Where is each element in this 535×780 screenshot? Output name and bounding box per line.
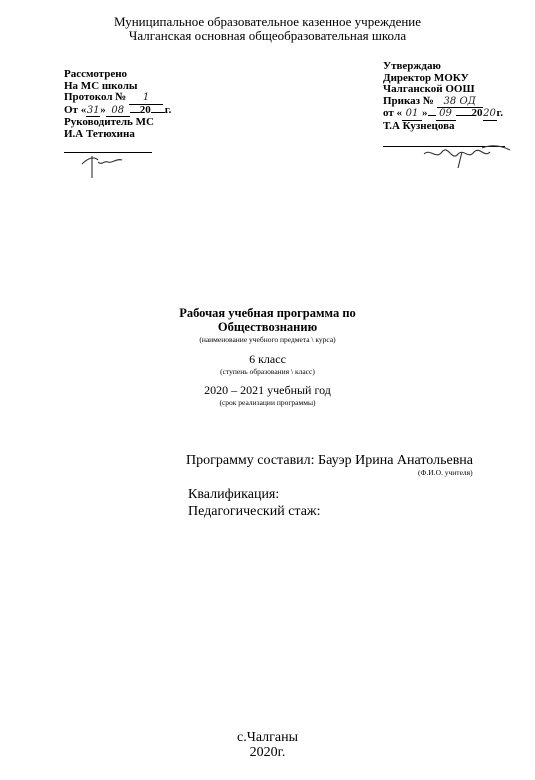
review-block	[64, 69, 171, 153]
protocol-number: 1	[129, 92, 163, 105]
author-line	[186, 453, 473, 468]
approval-year-hand: 20	[483, 108, 496, 119]
date-blank	[130, 112, 140, 113]
approval-date-month: 09	[436, 108, 456, 121]
protocol-label: Протокол №	[64, 91, 127, 103]
author-note: (Ф.И.О. учителя)	[418, 468, 473, 477]
reviewed-label: Рассмотрено	[64, 68, 128, 80]
year-note: (срок реализации программы)	[219, 398, 316, 407]
grade: 6 класс	[249, 352, 286, 366]
approval-date-day: 01	[402, 108, 422, 121]
date-mid: »	[100, 103, 106, 116]
year-suffix: г.	[164, 103, 172, 116]
council-head-label: Руководитель МС	[64, 116, 154, 128]
year-blank	[151, 112, 165, 113]
school-short-name: Чалганской ООШ	[383, 83, 475, 95]
school-year: 2020 – 2021 учебный год	[204, 383, 331, 397]
director-label: Директор МОКУ	[383, 71, 469, 84]
approve-label: Утверждаю	[383, 60, 441, 72]
council-label: На МС школы	[64, 79, 138, 92]
approval-block	[383, 61, 505, 147]
review-date-month: 08	[106, 105, 130, 118]
footer-year: 2020г.	[249, 745, 286, 760]
qualification-label: Квалификация:	[188, 487, 280, 502]
grade-note: (ступень образования \ класс)	[220, 367, 315, 376]
approval-date-line	[383, 108, 505, 121]
date-prefix: От «	[64, 103, 87, 116]
order-number: 38 ОД	[437, 96, 483, 109]
date-mid: »	[422, 107, 428, 119]
subject-note: (наименование учебного предмета \ курса)	[199, 335, 336, 344]
author-label: Программу составил:	[186, 453, 315, 468]
date-blank	[456, 115, 472, 116]
date-prefix: от «	[383, 107, 403, 119]
school-type-line: Муниципальное образовательное казенное учреждение	[113, 14, 422, 29]
place: с.Чалганы	[237, 730, 298, 745]
director-signature	[422, 140, 512, 170]
director-name: Т.А Кузнецова	[383, 119, 455, 132]
school-name-line: Чалганская основная общеобразовательная школа	[128, 28, 407, 43]
author-name: Бауэр Ирина Анатольевна	[318, 453, 474, 468]
review-date-year: 20	[139, 103, 151, 116]
council-head-name: И.А Тетюхина	[64, 127, 135, 140]
approval-date-year: 20	[471, 107, 483, 119]
program-title-line1: Рабочая учебная программа по	[179, 306, 356, 320]
date-blank	[428, 115, 436, 116]
experience-label: Педагогический стаж:	[188, 504, 321, 519]
order-label: Приказ №	[383, 94, 434, 107]
review-date-day: 31	[86, 104, 100, 116]
year-suffix: г.	[496, 107, 504, 119]
head-signature	[78, 152, 128, 180]
program-subject: Обществознанию	[217, 320, 318, 334]
